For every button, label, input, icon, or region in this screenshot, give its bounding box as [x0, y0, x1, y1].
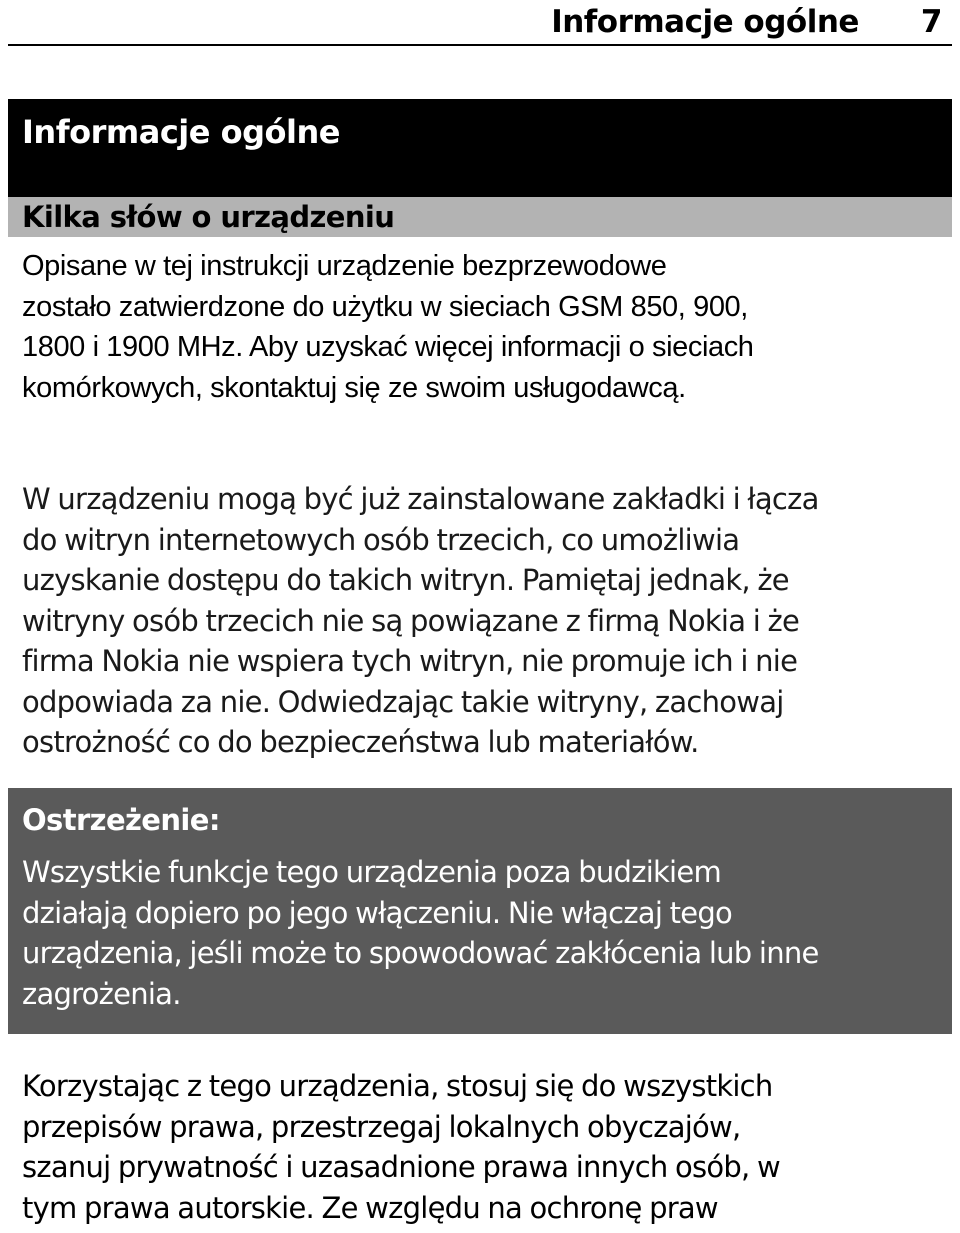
paragraph-device-info: Opisane w tej instrukcji urządzenie bezprzewodowe zostało zatwierdzone do użytku w sieciach GSM 850, 900, 1800 i 1900 MHz. Aby uzyskać więcej informacji o sieciach komórkowych, skontaktuj się ze swoim usługodawcą.	[22, 250, 754, 404]
section-title: Kilka słów o urządzeniu	[8, 197, 952, 237]
warning-text: Wszystkie funkcje tego urządzenia poza budzikiem działają dopiero po jego włączeniu. Nie włączaj tego urządzenia, jeśli może to spowodować zakłócenia lub inne zagrożenia.	[22, 855, 819, 1011]
warning-box	[8, 788, 952, 1034]
chapter-title: Informacje ogólne	[8, 99, 952, 197]
running-header-title: Informacje ogólne	[551, 4, 859, 40]
running-header	[8, 0, 952, 46]
paragraph-third-party-sites: W urządzeniu mogą być już zainstalowane zakładki i łącza do witryn internetowych osób trzecich, co umożliwia uzyskanie dostępu do takich witryn. Pamiętaj jednak, że witryny osób trzecich nie są powiązane z firmą Nokia i że firma Nokia nie wspiera tych witryn, nie promuje ich i nie odpowiada za nie. Odwiedzając takie witryny, zachowaj ostrożność co do bezpieczeństwa lub materiałów.	[22, 482, 819, 759]
page-number: 7	[920, 4, 942, 40]
warning-label: Ostrzeżenie:	[22, 803, 220, 837]
paragraph-legal-compliance: Korzystając z tego urządzenia, stosuj się do wszystkich przepisów prawa, przestrzegaj lokalnych obyczajów, szanuj prywatność i uzasadnione prawa innych osób, w tym prawa autorskie. Ze względu na ochronę praw	[22, 1069, 780, 1225]
